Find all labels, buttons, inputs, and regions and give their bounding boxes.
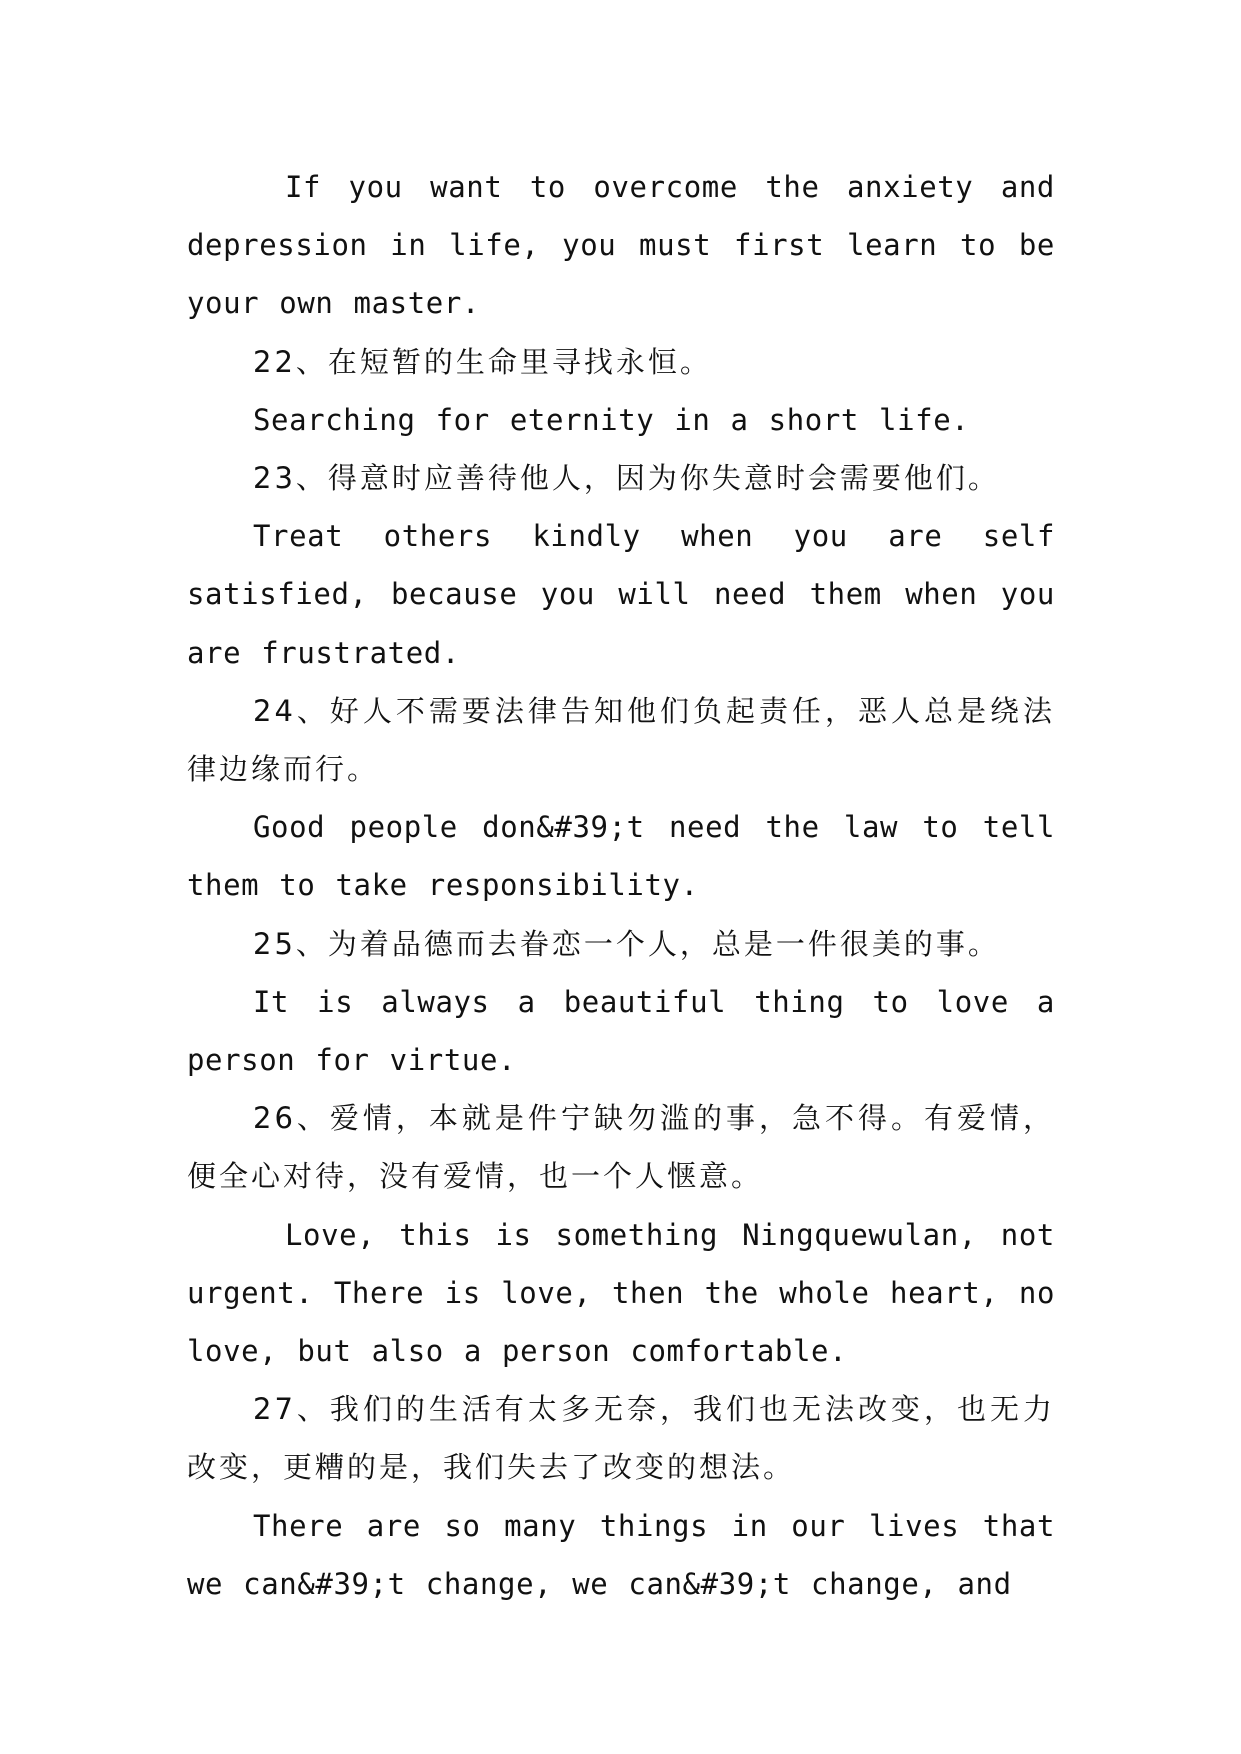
paragraph-overcome-anxiety: If you want to overcome the anxiety and depression in life, you must first learn to be your own master.	[187, 170, 1055, 321]
paragraph-23-cn: 23、得意时应善待他人，因为你失意时会需要他们。	[253, 461, 1000, 496]
document-body	[187, 158, 1055, 1613]
paragraph-23-en: Treat others kindly when you are self satisfied, because you will need them when you are frustrated.	[187, 519, 1055, 670]
paragraph-26-cn: 26、爱情，本就是件宁缺勿滥的事，急不得。有爱情，便全心对待，没有爱情，也一个人惬意。	[187, 1101, 1055, 1194]
paragraph-24-cn: 24、好人不需要法律告知他们负起责任，恶人总是绕法律边缘而行。	[187, 693, 1055, 787]
paragraph-22-en: Searching for eternity in a short life.	[253, 402, 970, 437]
paragraph-25-cn: 25、为着品德而去眷恋一个人，总是一件很美的事。	[253, 926, 1000, 961]
paragraph-27-cn: 27、我们的生活有太多无奈，我们也无法改变，也无力改变，更糟的是，我们失去了改变的想法。	[187, 1392, 1055, 1485]
paragraph-24-en: Good people don&#39;t need the law to tell them to take responsibility.	[187, 810, 1055, 903]
paragraph-25-en: It is always a beautiful thing to love a person for virtue.	[187, 984, 1055, 1078]
paragraph-22-cn: 22、在短暂的生命里寻找永恒。	[253, 344, 712, 379]
paragraph-27-en: There are so many things in our lives that we can&#39;t change, we can&#39;t change, and	[187, 1508, 1055, 1601]
paragraph-26-en: Love, this is something Ningquewulan, not urgent. There is love, then the whole heart, no love, but also a person comfortable.	[187, 1217, 1055, 1369]
